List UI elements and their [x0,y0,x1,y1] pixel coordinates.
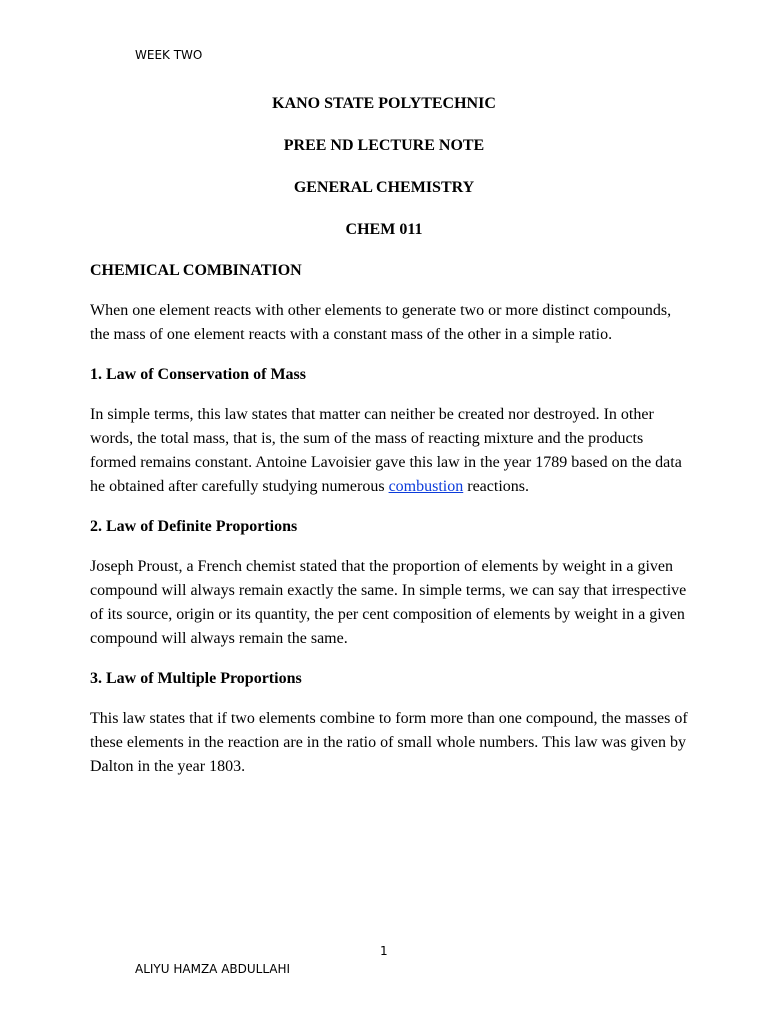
page-number: 1 [380,944,388,958]
course-code: CHEM 011 [345,221,423,238]
law-3-paragraph: This law states that if two elements combine to form more than one compound, the masses of these elements in the reaction are in the ratio of small whole numbers. This law was given by Dalton in the year 1803. [90,710,688,775]
institution-title: KANO STATE POLYTECHNIC [272,95,496,112]
law-3-heading: 3. Law of Multiple Proportions [90,670,302,687]
page-header: WEEK TWO [135,48,203,62]
footer-author: ALIYU HAMZA ABDULLAHI [135,962,291,976]
subject-title: GENERAL CHEMISTRY [293,179,475,196]
law-2-heading: 2. Law of Definite Proportions [90,518,298,535]
intro-paragraph: When one element reacts with other elements to generate two or more distinct compounds, the mass of one element reacts with a constant mass of the other in a simple ratio. [90,302,672,343]
law-1-paragraph [90,403,690,499]
lecture-note-title: PREE ND LECTURE NOTE [283,137,485,154]
law-1-text-after: reactions. [463,478,529,495]
law-1-text-before: In simple terms, this law states that matter can neither be created nor destroyed. In other words, the total mass, that is, the sum of the mass of reacting mixture and the products formed remains constant. Antoine Lavoisier gave this law in the year 1789 based on the data he obtained after carefully studying numerous [90,406,682,495]
law-1-heading: 1. Law of Conservation of Mass [90,366,306,383]
document-body [90,261,690,797]
section-heading: CHEMICAL COMBINATION [90,262,302,279]
combustion-link[interactable]: combustion [388,478,464,495]
law-2-paragraph: Joseph Proust, a French chemist stated that the proportion of elements by weight in a given compound will always remain exactly the same. In simple terms, we can say that irrespective of its source, origin or its quantity, the per cent composition of elements by weight in a given compound will always remain the same. [90,558,687,647]
